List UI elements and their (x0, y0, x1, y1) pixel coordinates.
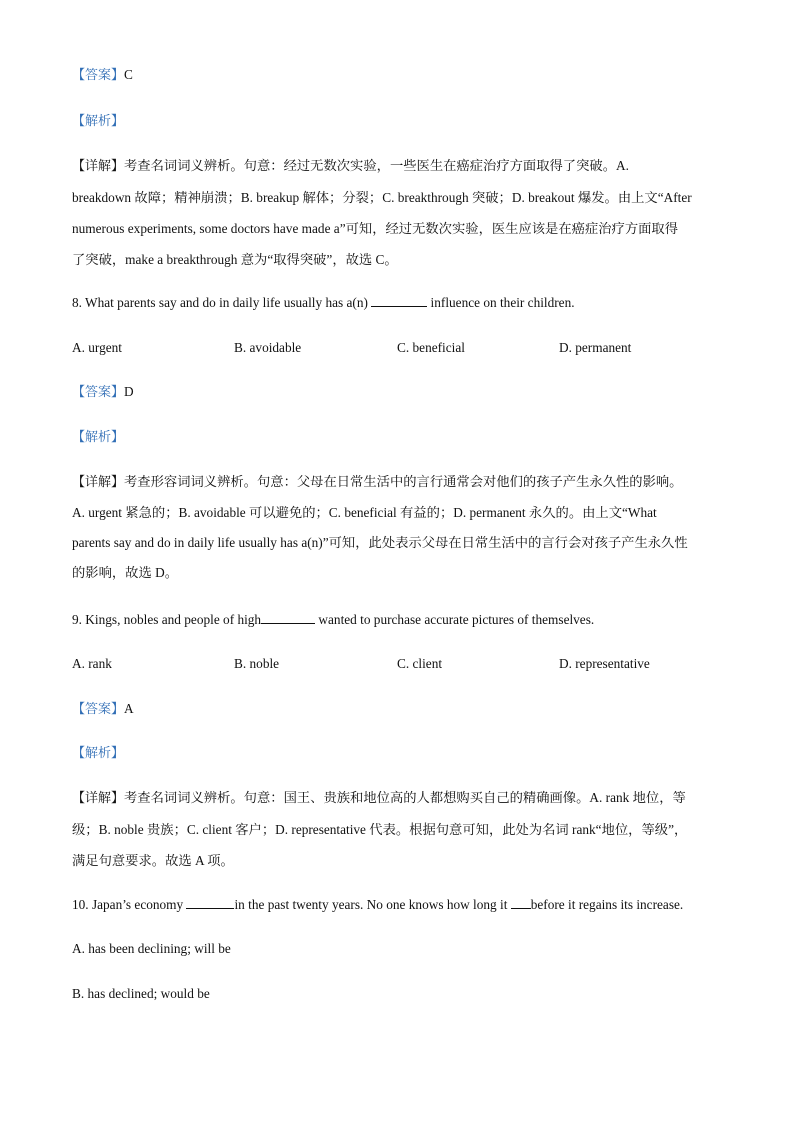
q7-detail (72, 150, 724, 275)
option-a: A. rank (72, 656, 112, 671)
option-d: D. permanent (559, 340, 632, 355)
detail-line-1: 考查形容词词义辨析。句意：父母在日常生活中的言行通常会对他们的孩子产生永久性的影响。 (124, 474, 683, 489)
q9-analysis-label: 【解析】 (72, 746, 125, 761)
q7-answer-line (72, 66, 724, 85)
answer-label: 【答案】 (72, 702, 125, 717)
answer-blank (371, 294, 427, 307)
option-a: A. urgent (72, 340, 122, 355)
answer-label: 【答案】 (72, 385, 125, 400)
answer-blank-1 (186, 896, 234, 909)
detail-line-3: numerous experiments, some doctors have made a”可知，经过无数次实验，医生应该是在癌症治疗方面取得 (72, 221, 679, 236)
detail-line-3: parents say and do in daily life usually has a(n)”可知，此处表示父母在日常生活中的言行会对孩子产生永久性 (72, 535, 688, 550)
answer-value: C (124, 67, 133, 82)
q10-stem: 10. Japan’s economy in the past twenty years. No one knows how long it before it regains its increase. (72, 897, 684, 912)
detail-line-1: 考查名词词义辨析。句意：国王、贵族和地位高的人都想购买自己的精确画像。A. rank 地位，等 (124, 790, 686, 805)
answer-blank (261, 611, 315, 624)
detail-line-4: 的影响，故选 D。 (72, 565, 179, 580)
detail-label: 【详解】 (72, 159, 125, 174)
detail-label: 【详解】 (72, 791, 125, 806)
q8-analysis-label: 【解析】 (72, 430, 125, 445)
q9-answer-line (72, 700, 724, 719)
answer-label: 【答案】 (72, 68, 125, 83)
detail-line-2: breakdown 故障；精神崩溃；B. breakup 解体；分裂；C. breakthrough 突破；D. breakout 爆发。由上文“After (72, 190, 692, 205)
option-b: B. avoidable (234, 340, 302, 355)
q8-stem: 8. What parents say and do in daily life usually has a(n) influence on their children. (72, 295, 575, 310)
q10-option-b: B. has declined; would be (72, 986, 210, 1001)
answer-value: D (124, 384, 134, 399)
q7-analysis-label: 【解析】 (72, 114, 125, 129)
option-d: D. representative (559, 656, 650, 671)
q9-stem: 9. Kings, nobles and people of high wanted to purchase accurate pictures of themselves. (72, 612, 595, 627)
q8-answer-line (72, 383, 724, 402)
q10-option-a: A. has been declining; will be (72, 941, 231, 956)
detail-line-4: 了突破，make a breakthrough 意为“取得突破”，故选 C。 (72, 252, 398, 267)
detail-line-1: 考查名词词义辨析。句意：经过无数次实验，一些医生在癌症治疗方面取得了突破。A. (124, 158, 629, 173)
detail-line-2: 级；B. noble 贵族；C. client 客户；D. representative 代表。根据句意可知，此处为名词 rank“地位，等级”， (72, 822, 688, 837)
answer-blank-2 (511, 896, 531, 909)
q9-detail (72, 782, 724, 876)
answer-value: A (124, 701, 134, 716)
q8-detail (72, 467, 724, 588)
detail-label: 【详解】 (72, 475, 125, 490)
detail-line-3: 满足句意要求。故选 A 项。 (72, 853, 234, 868)
option-c: C. beneficial (397, 340, 465, 355)
option-c: C. client (397, 656, 443, 671)
option-b: B. noble (234, 656, 280, 671)
detail-line-2: A. urgent 紧急的；B. avoidable 可以避免的；C. beneficial 有益的；D. permanent 永久的。由上文“What (72, 505, 657, 520)
